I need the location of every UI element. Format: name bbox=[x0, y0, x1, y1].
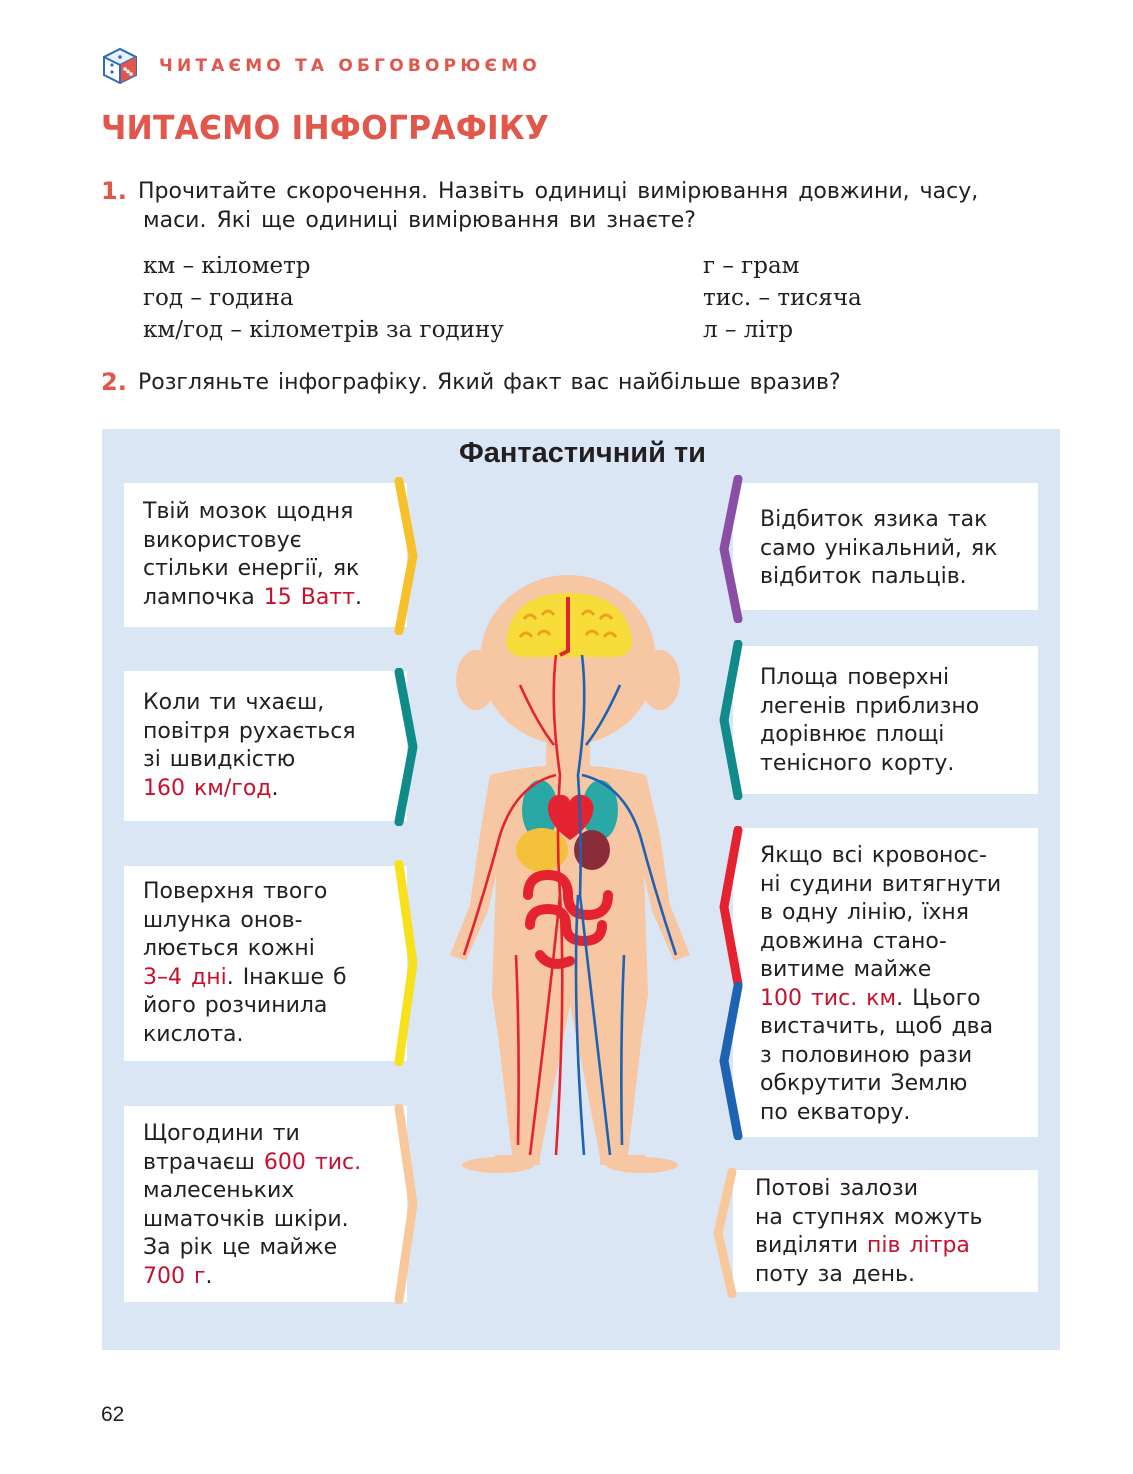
abbreviation-item: год – година bbox=[143, 285, 294, 311]
fact-text: дорівнює площі bbox=[760, 722, 945, 747]
fact-card-line bbox=[755, 1204, 982, 1233]
fact-card-sweat-glands bbox=[733, 1170, 1038, 1292]
fact-text: . bbox=[354, 584, 362, 610]
task-1 bbox=[101, 177, 1061, 235]
fact-card-line bbox=[143, 527, 362, 556]
fact-card-line bbox=[143, 746, 356, 775]
fact-card-line bbox=[143, 964, 347, 993]
fact-text: шлунка онов- bbox=[143, 907, 303, 933]
fact-text: обкрутити Землю bbox=[760, 1071, 968, 1096]
fact-text: витиме майже bbox=[760, 957, 932, 982]
fact-text: Щогодини ти bbox=[143, 1121, 300, 1146]
fact-card-line bbox=[760, 871, 1001, 900]
abbreviations-left bbox=[143, 250, 504, 346]
highlighted-value: 15 Ватт bbox=[263, 584, 355, 610]
chevron-right-icon bbox=[393, 668, 423, 826]
highlighted-value: пів літра bbox=[867, 1233, 970, 1258]
chevron-left-icon bbox=[708, 1168, 738, 1298]
fact-card-line bbox=[143, 1234, 361, 1263]
fact-text: довжина стано- bbox=[760, 928, 947, 954]
fact-card-line bbox=[760, 664, 979, 693]
task-2 bbox=[101, 368, 1061, 397]
task-1-line-2: маси. Які ще одиниці вимірювання ви знаєте? bbox=[143, 208, 696, 233]
abbreviation-item: г – грам bbox=[703, 253, 800, 279]
fact-card-lung-surface bbox=[733, 646, 1038, 794]
page-number: 62 bbox=[101, 1403, 125, 1426]
fact-text: тенісного корту. bbox=[760, 750, 955, 776]
fact-card-text bbox=[760, 842, 1001, 1127]
fact-text: Твій мозок щодня bbox=[143, 499, 354, 524]
fact-text: Поверхня твого bbox=[143, 879, 328, 904]
fact-card-line bbox=[760, 535, 997, 564]
fact-text: по екватору. bbox=[760, 1099, 911, 1125]
fact-card-text bbox=[143, 878, 347, 1049]
fact-card-line bbox=[143, 992, 347, 1021]
fact-text: За рік це майже bbox=[143, 1235, 338, 1260]
fact-card-line bbox=[143, 935, 347, 964]
fact-card-blood-vessels bbox=[733, 828, 1038, 1137]
fact-text: Відбиток язика так bbox=[760, 507, 988, 532]
highlighted-value: 160 км/год bbox=[143, 775, 272, 801]
highlighted-value: 600 тис. bbox=[263, 1149, 362, 1175]
fact-card-line bbox=[143, 555, 362, 584]
abbreviation-item: км/год – кілометрів за годину bbox=[143, 317, 504, 343]
fact-card-sneeze-speed bbox=[124, 671, 407, 821]
fact-card-line bbox=[760, 842, 1001, 871]
fact-card-line bbox=[143, 907, 347, 936]
fact-card-line bbox=[143, 1263, 361, 1292]
highlighted-value: 700 г bbox=[143, 1263, 206, 1289]
fact-text: лампочка bbox=[143, 584, 264, 610]
task-2-text: Розгляньте інфографіку. Який факт вас найбільше вразив? bbox=[138, 370, 841, 395]
dice-cube-icon bbox=[101, 47, 139, 85]
fact-text: Якщо всі кровонос- bbox=[760, 843, 987, 868]
fact-text: поту за день. bbox=[755, 1261, 915, 1287]
fact-text: . Цього bbox=[896, 985, 981, 1011]
chevron-right-icon bbox=[393, 1104, 423, 1304]
fact-text: стільки енергії, як bbox=[143, 556, 360, 581]
fact-card-stomach-lining bbox=[124, 866, 407, 1061]
fact-card-line bbox=[143, 775, 356, 804]
fact-card-line bbox=[760, 1013, 1001, 1042]
fact-text: виділяти bbox=[755, 1233, 867, 1258]
fact-card-line bbox=[760, 750, 979, 779]
fact-text: використовує bbox=[143, 527, 302, 553]
fact-card-line bbox=[143, 584, 362, 613]
fact-card-brain-energy bbox=[124, 483, 407, 627]
fact-card-line bbox=[760, 956, 1001, 985]
fact-card-line bbox=[760, 985, 1001, 1014]
fact-text: легенів приблизно bbox=[760, 693, 980, 719]
abbreviations-right bbox=[703, 250, 862, 346]
task-number: 2. bbox=[101, 368, 127, 396]
fact-card-line bbox=[143, 1177, 361, 1206]
fact-text: малесеньких bbox=[143, 1178, 295, 1203]
page-title: ЧИТАЄМО ІНФОГРАФІКУ bbox=[101, 108, 550, 147]
fact-text: люється кожні bbox=[143, 936, 315, 961]
fact-text: . Інакше б bbox=[226, 964, 347, 990]
abbreviation-item: л – літр bbox=[703, 317, 794, 343]
fact-card-text bbox=[143, 1120, 361, 1291]
fact-card-line bbox=[760, 1099, 1001, 1128]
abbreviation-item: км – кілометр bbox=[143, 253, 311, 279]
fact-text: на ступнях можуть bbox=[755, 1204, 983, 1230]
fact-card-line bbox=[143, 1149, 361, 1178]
fact-card-line bbox=[143, 878, 347, 907]
fact-card-skin-flakes bbox=[124, 1106, 407, 1302]
fact-card-line bbox=[760, 693, 979, 722]
fact-card-line bbox=[755, 1232, 982, 1261]
fact-card-line bbox=[760, 1070, 1001, 1099]
fact-text: Коли ти чхаєш, bbox=[143, 690, 325, 715]
section-label: ЧИТАЄМО ТА ОБГОВОРЮЄМО bbox=[159, 56, 541, 76]
fact-text: в одну лінію, їхня bbox=[760, 900, 969, 925]
fact-card-text bbox=[760, 506, 997, 592]
fact-card-text bbox=[755, 1175, 982, 1289]
fact-card-tongue-print bbox=[733, 483, 1038, 610]
fact-card-line bbox=[143, 718, 356, 747]
fact-card-line bbox=[143, 498, 362, 527]
fact-card-text bbox=[143, 689, 356, 803]
fact-text: втрачаєш bbox=[143, 1149, 264, 1175]
task-number: 1. bbox=[101, 177, 127, 205]
fact-card-line bbox=[755, 1175, 982, 1204]
fact-text: ні судини витягнути bbox=[760, 871, 1002, 897]
fact-text: Потові залози bbox=[755, 1176, 919, 1201]
fact-text: з половиною рази bbox=[760, 1042, 973, 1068]
fact-text: зі швидкістю bbox=[143, 747, 296, 772]
infographic-title: Фантастичний ти bbox=[459, 437, 706, 469]
fact-text: його розчинила bbox=[143, 993, 328, 1018]
section-header bbox=[101, 46, 541, 86]
fact-card-line bbox=[760, 899, 1001, 928]
fact-card-line bbox=[143, 689, 356, 718]
fact-card-line bbox=[143, 1021, 347, 1050]
fact-text: вистачить, щоб два bbox=[760, 1014, 994, 1039]
fact-text: само унікальний, як bbox=[760, 535, 998, 561]
fact-text: повітря рухається bbox=[143, 718, 356, 744]
fact-card-text bbox=[143, 498, 362, 612]
fact-card-line bbox=[143, 1206, 361, 1235]
fact-text: шматочків шкіри. bbox=[143, 1206, 349, 1232]
fact-card-line bbox=[755, 1261, 982, 1290]
fact-card-line bbox=[760, 928, 1001, 957]
task-1-line-1: Прочитайте скорочення. Назвіть одиниці вимірювання довжини, часу, bbox=[138, 179, 979, 204]
fact-card-line bbox=[143, 1120, 361, 1149]
human-circulatory-system-illustration bbox=[420, 575, 720, 1175]
fact-card-line bbox=[760, 721, 979, 750]
fact-card-line bbox=[760, 1042, 1001, 1071]
fact-card-line bbox=[760, 506, 997, 535]
highlighted-value: 3–4 дні bbox=[143, 964, 227, 990]
chevron-right-icon bbox=[393, 860, 423, 1066]
fact-text: кислота. bbox=[143, 1021, 244, 1047]
fact-text: Площа поверхні bbox=[760, 665, 950, 690]
fact-text: . bbox=[271, 775, 279, 801]
fact-card-line bbox=[760, 563, 997, 592]
abbreviation-item: тис. – тисяча bbox=[703, 285, 862, 311]
fact-text: відбиток пальців. bbox=[760, 564, 967, 589]
fact-text: . bbox=[205, 1263, 213, 1289]
chevron-right-icon bbox=[393, 477, 423, 635]
fact-card-text bbox=[760, 664, 979, 778]
highlighted-value: 100 тис. км bbox=[760, 985, 897, 1011]
